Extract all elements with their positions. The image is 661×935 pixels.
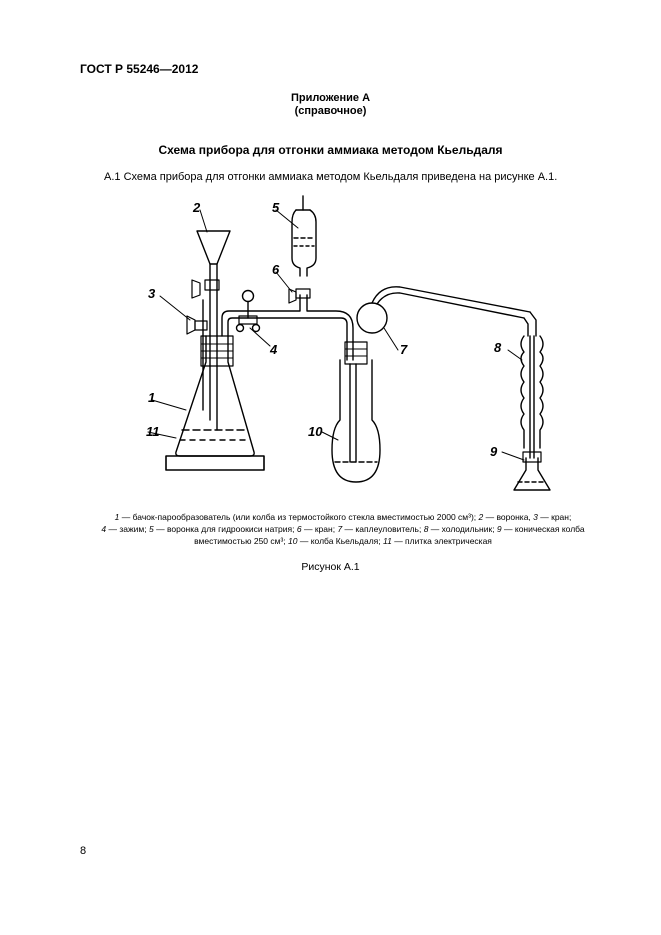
legend-text: — бачок-парообразователь (или колба из термостойкого стекла вместимостью 2000 см³); <box>119 512 479 522</box>
label-1: 1 <box>148 390 156 405</box>
legend-num: 1 <box>114 512 120 522</box>
label-7: 7 <box>400 342 408 357</box>
legend-line-1 <box>78 511 608 523</box>
label-3: 3 <box>148 286 156 301</box>
leader-lines <box>148 210 524 460</box>
label-2: 2 <box>193 200 201 215</box>
doc-code: ГОСТ Р 55246—2012 <box>80 62 199 76</box>
legend-text: вместимостью 250 см³; <box>194 536 289 546</box>
annex-subtitle: (справочное) <box>294 105 367 117</box>
legend-text: — воронка для гидроокиси натрия; <box>153 524 297 534</box>
legend-num: 9 <box>496 524 502 534</box>
figure-legend <box>78 511 608 547</box>
side-tap <box>187 300 207 410</box>
annex-title: Приложение А <box>290 92 371 104</box>
legend-text: — каплеуловитель; <box>342 524 424 534</box>
legend-text: — зажим; <box>106 524 149 534</box>
legend-num: 7 <box>337 524 343 534</box>
legend-line-3 <box>78 535 608 547</box>
legend-num: 4 <box>101 524 107 534</box>
label-6: 6 <box>272 262 280 277</box>
legend-num: 10 <box>288 536 298 546</box>
splash-trap <box>357 287 530 333</box>
label-9: 9 <box>490 444 498 459</box>
legend-num: 2 <box>478 512 484 522</box>
legend-text: — холодильник; <box>428 524 497 534</box>
legend-text: — колба Кьельдаля; <box>297 536 383 546</box>
legend-num: 11 <box>383 536 392 546</box>
kjeldahl-flask <box>332 342 380 482</box>
legend-num: 6 <box>296 524 302 534</box>
legend-line-2 <box>78 523 608 535</box>
figure-caption: Рисунок А.1 <box>301 561 360 573</box>
legend-text: — плитка электрическая <box>391 536 492 546</box>
legend-text: — воронка, <box>483 512 534 522</box>
intro-paragraph: А.1 Схема прибора для отгонки аммиака методом Кьельдаля приведена на рисунке А.1. <box>104 171 558 183</box>
steam-generator-flask <box>176 336 254 456</box>
label-11: 11 <box>146 424 160 439</box>
legend-num: 8 <box>423 524 429 534</box>
label-8: 8 <box>494 340 502 355</box>
label-5: 5 <box>272 200 280 215</box>
label-10: 10 <box>308 424 323 439</box>
page-number: 8 <box>80 845 87 857</box>
legend-text: — коническая колба <box>501 524 585 534</box>
label-4: 4 <box>270 342 278 357</box>
legend-num: 5 <box>148 524 154 534</box>
legend-num: 3 <box>533 512 538 522</box>
legend-text: — кран; <box>301 524 338 534</box>
steam-tube <box>222 295 353 360</box>
receiving-flask <box>514 452 550 490</box>
condenser <box>521 312 543 458</box>
section-heading: Схема прибора для отгонки аммиака методом Кьельдаля <box>158 143 503 157</box>
legend-text: — кран; <box>537 512 572 522</box>
hot-plate <box>166 456 264 470</box>
naoh-funnel <box>292 196 316 276</box>
